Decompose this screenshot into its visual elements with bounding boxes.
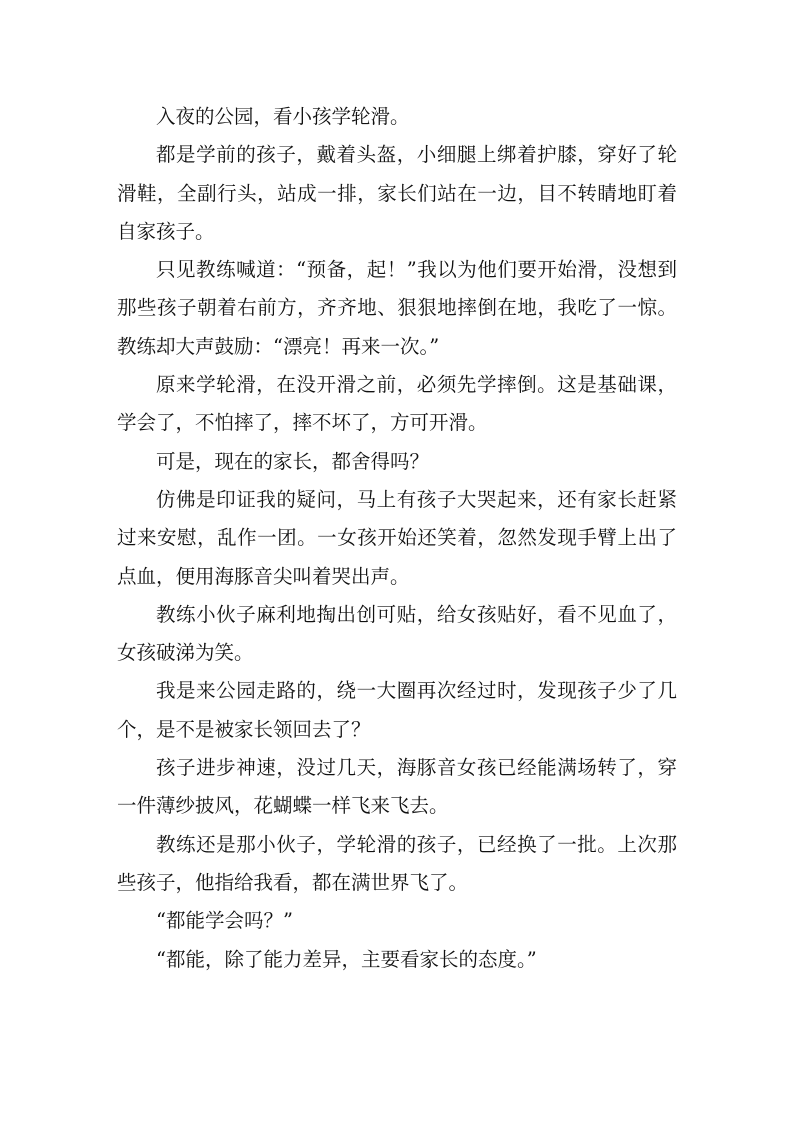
document-body [117,98,677,979]
paragraph: 都是学前的孩子，戴着头盔，小细腿上绑着护膝，穿好了轮滑鞋，全副行头，站成一排，家长们站在一边，目不转睛地盯着自家孩子。 [117,143,677,243]
paragraph: 只见教练喊道：“预备，起！”我以为他们要开始滑，没想到那些孩子朝着右前方，齐齐地、狠狠地摔倒在地，我吃了一惊。教练却大声鼓励：“漂亮！再来一次。” [117,258,677,358]
paragraph: 教练还是那小伙子，学轮滑的孩子，已经换了一批。上次那些孩子，他指给我看，都在满世界飞了。 [117,832,677,894]
paragraph: 原来学轮滑，在没开滑之前，必须先学摔倒。这是基础课，学会了，不怕摔了，摔不坏了，方可开滑。 [117,373,677,435]
paragraph: 仿佛是印证我的疑问，马上有孩子大哭起来，还有家长赶紧过来安慰，乱作一团。一女孩开始还笑着，忽然发现手臂上出了点血，便用海豚音尖叫着哭出声。 [117,487,677,588]
paragraph: 孩子进步神速，没过几天，海豚音女孩已经能满场转了，穿一件薄纱披风，花蝴蝶一样飞来飞去。 [117,756,677,818]
paragraph: 教练小伙子麻利地掏出创可贴，给女孩贴好，看不见血了，女孩破涕为笑。 [117,602,677,665]
paragraph: 我是来公园走路的，绕一大圈再次经过时，发现孩子少了几个，是不是被家长领回去了？ [117,679,677,741]
paragraph: “都能学会吗？” [156,909,293,933]
paragraph: “都能，除了能力差异，主要看家长的态度。” [156,947,537,971]
paragraph: 入夜的公园，看小孩学轮滑。 [156,105,410,128]
paragraph: 可是，现在的家长，都舍得吗？ [156,449,430,473]
